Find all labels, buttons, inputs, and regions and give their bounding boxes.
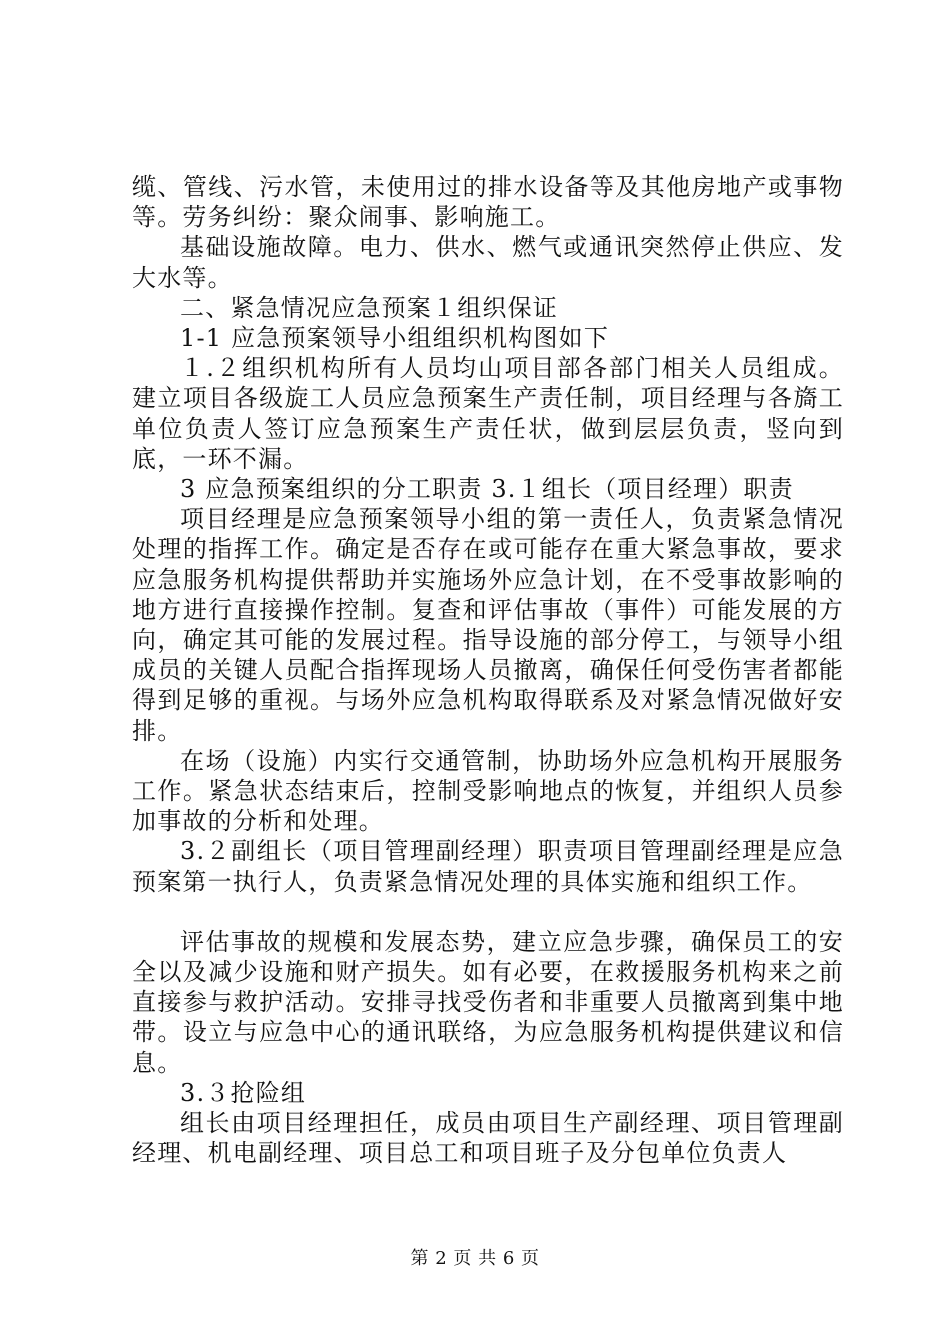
paragraph-8: 在场（设施）内实行交通管制，协助场外应急机构开展服务工作。紧急状态结束后，控制受影响地点的恢复，并组织人员参加事故的分析和处理。: [132, 746, 844, 836]
paragraph-7: 项目经理是应急预案领导小组的第一责任人，负责紧急情况处理的指挥工作。确定是否存在或可能存在重大紧急事故，要求应急服务机构提供帮助并实施场外应急计划，在不受事故影响的地方进行直接操作控制。复查和评估事故（事件）可能发展的方向，确定其可能的发展过程。指导设施的部分停工，与领导小组成员的关键人员配合指挥现场人员撤离，确保任何受伤害者都能得到足够的重视。与场外应急机构取得联系及对紧急情况做好安排。: [132, 505, 844, 745]
paragraph-9: 3.２副组长（项目管理副经理）职责项目管理副经理是应急预案第一执行人，负责紧急情况处理的具体实施和组织工作。: [132, 837, 844, 896]
paragraph-3: 二、紧急情况应急预案１组织保证: [180, 293, 558, 322]
paragraph-gap: [132, 897, 844, 927]
paragraph-12: 组长由项目经理担任，成员由项目生产副经理、项目管理副经理、机电副经理、项目总工和项目班子及分包单位负责人: [132, 1109, 844, 1168]
paragraph-1: 缆、管线、污水管，未使用过的排水设备等及其他房地产或事物等。劳务纠纷：聚众闹事、影响施工。: [132, 173, 844, 232]
paragraph-6: 3 应急预案组织的分工职责 3.１组长（项目经理）职责: [180, 475, 794, 504]
paragraph-2: 基础设施故障。电力、供水、燃气或通讯突然停止供应、发大水等。: [132, 233, 844, 292]
paragraph-4: 1-1 应急预案领导小组组织机构图如下: [180, 324, 610, 353]
paragraph-11: 3.３抢险组: [180, 1078, 307, 1107]
document-body: [132, 172, 844, 1169]
page-footer: 第 2 页 共 6 页: [410, 1248, 540, 1269]
paragraph-10: 评估事故的规模和发展态势，建立应急步骤，确保员工的安全以及减少设施和财产损失。如有必要，在救援服务机构来之前直接参与救护活动。安排寻找受伤者和非重要人员撤离到集中地带。设立与应急中心的通讯联络，为应急服务机构提供建议和信息。: [132, 927, 844, 1077]
paragraph-5: １.２组织机构所有人员均山项目部各部门相关人员组成。建立项目各级旋工人员应急预案生产责任制，项目经理与各旖工单位负责人签订应急预案生产责任状，做到层层负责，竖向到底，一环不漏。: [132, 354, 844, 473]
